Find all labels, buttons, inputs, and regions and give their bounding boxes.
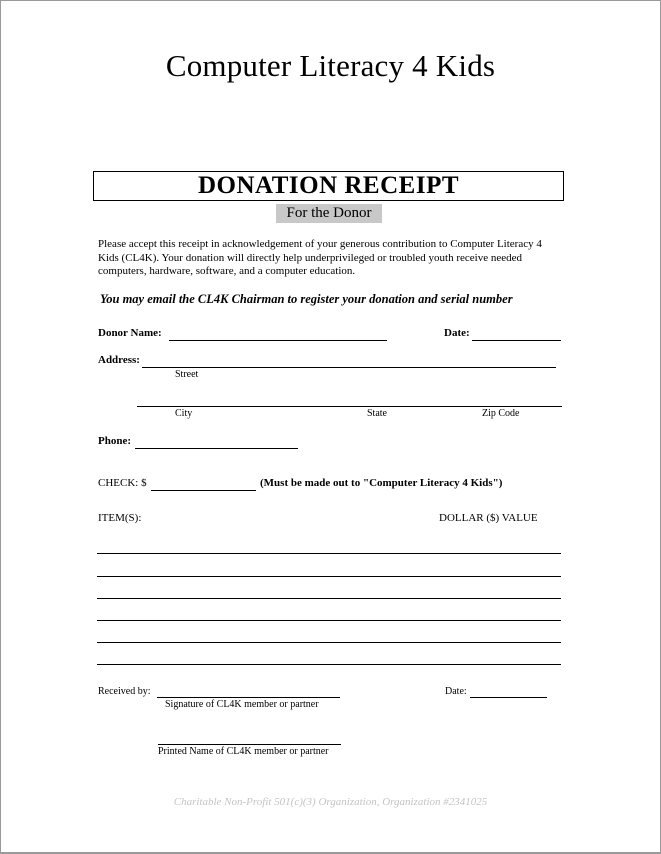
- receipt-title: DONATION RECEIPT: [93, 171, 564, 201]
- for-donor-label: For the Donor: [276, 204, 382, 223]
- item-line[interactable]: [97, 576, 561, 577]
- printed-name-field[interactable]: [158, 744, 341, 745]
- item-line[interactable]: [97, 553, 561, 554]
- nonprofit-footer: Charitable Non-Profit 501(c)(3) Organization, Organization #2341025: [173, 796, 488, 808]
- city-caption: City: [175, 408, 193, 419]
- received-date-field[interactable]: [470, 697, 547, 698]
- street-caption: Street: [175, 369, 199, 380]
- item-line[interactable]: [97, 620, 561, 621]
- items-label: ITEM(S):: [98, 512, 142, 524]
- check-note: (Must be made out to "Computer Literacy 4 Kids"): [260, 477, 503, 489]
- signature-caption: Signature of CL4K member or partner: [165, 699, 319, 710]
- item-line[interactable]: [97, 598, 561, 599]
- address-label: Address:: [98, 354, 140, 366]
- organization-title: Computer Literacy 4 Kids: [165, 48, 496, 83]
- state-caption: State: [367, 408, 387, 419]
- donor-name-label: Donor Name:: [98, 327, 162, 339]
- zip-caption: Zip Code: [482, 408, 520, 419]
- item-line[interactable]: [97, 642, 561, 643]
- dollar-value-label: DOLLAR ($) VALUE: [439, 512, 538, 524]
- street-field[interactable]: [142, 367, 556, 368]
- intro-paragraph: Please accept this receipt in acknowledgement of your generous contribution to Computer Literacy 4 Kids (CL4K). Your donation will directly help underprivileged or troubled youth receive needed computers, hardware, software, and a computer education.: [98, 238, 542, 277]
- phone-label: Phone:: [98, 435, 131, 447]
- phone-field[interactable]: [135, 448, 298, 449]
- item-line[interactable]: [97, 664, 561, 665]
- date-field[interactable]: [472, 340, 561, 341]
- received-date-label: Date:: [445, 686, 467, 697]
- printed-name-caption: Printed Name of CL4K member or partner: [158, 746, 329, 757]
- donor-name-field[interactable]: [169, 340, 387, 341]
- email-note: You may email the CL4K Chairman to register your donation and serial number: [100, 292, 513, 306]
- check-amount-field[interactable]: [151, 490, 256, 491]
- city-state-zip-field[interactable]: [137, 406, 562, 407]
- date-label: Date:: [444, 327, 470, 339]
- signature-field[interactable]: [157, 697, 340, 698]
- check-label: CHECK: $: [98, 477, 147, 489]
- received-by-label: Received by:: [98, 686, 151, 697]
